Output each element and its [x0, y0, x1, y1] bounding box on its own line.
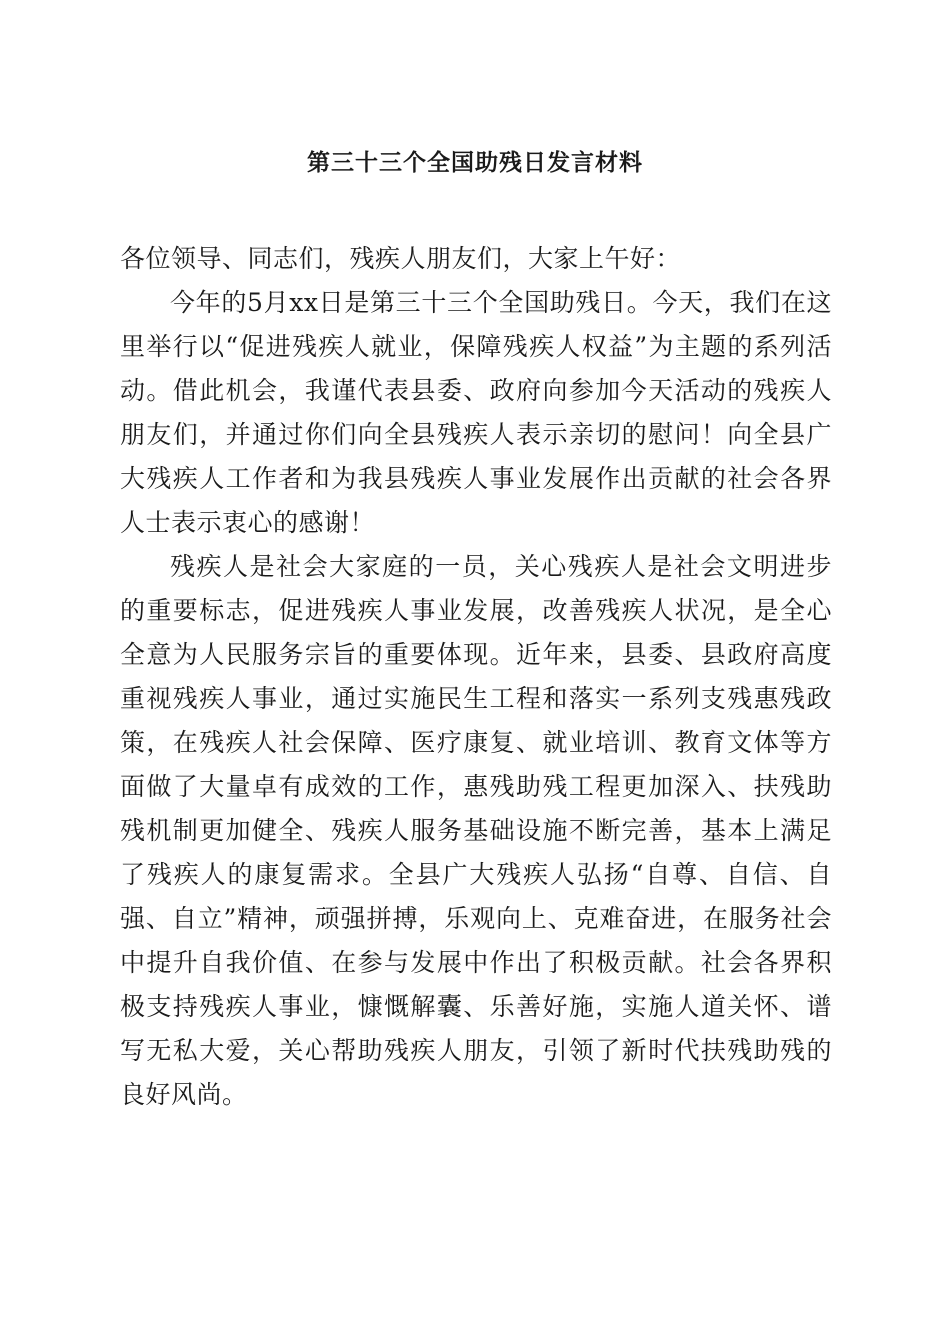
greeting-paragraph: 各位领导、同志们，残疾人朋友们，大家上午好：: [120, 244, 682, 273]
document-title: 第三十三个全国助残日发言材料: [307, 149, 643, 176]
document-body: [120, 237, 832, 1117]
body-paragraph-2: 残疾人是社会大家庭的一员，关心残疾人是社会文明进步的重要标志，促进残疾人事业发展，改善残疾人状况，是全心全意为人民服务宗旨的重要体现。近年来，县委、县政府高度重视残疾人事业，通过实施民生工程和落实一系列支残惠残政策，在残疾人社会保障、医疗康复、就业培训、教育文体等方面做了大量卓有成效的工作，惠残助残工程更加深入、扶残助残机制更加健全、残疾人服务基础设施不断完善，基本上满足了残疾人的康复需求。全县广大残疾人弘扬“自尊、自信、自强、自立”精神，顽强拼搏，乐观向上、克难奋进，在服务社会中提升自我价值、在参与发展中作出了积极贡献。社会各界积极支持残疾人事业，慷慨解囊、乐善好施，实施人道关怀、谱写无私大爱，关心帮助残疾人朋友，引领了新时代扶残助残的良好风尚。: [120, 552, 832, 1109]
body-paragraph-1: 今年的5月xx日是第三十三个全国助残日。今天，我们在这里举行以“促进残疾人就业，保障残疾人权益”为主题的系列活动。借此机会，我谨代表县委、政府向参加今天活动的残疾人朋友们，并通过你们向全县残疾人表示亲切的慰问！向全县广大残疾人工作者和为我县残疾人事业发展作出贡献的社会各界人士表示衷心的感谢！: [120, 288, 832, 537]
